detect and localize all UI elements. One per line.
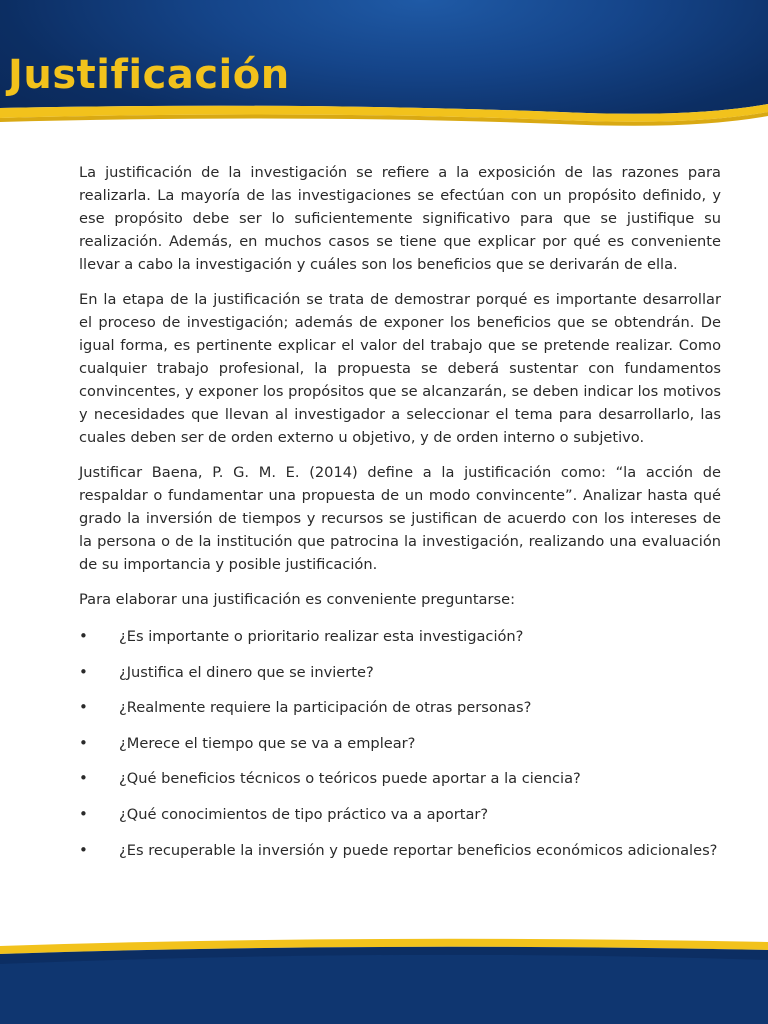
list-item [79, 732, 721, 768]
list-item [79, 661, 721, 697]
paragraph-3: Justificar Baena, P. G. M. E. (2014) define a la justificación como: “la acción de respaldar o fundamentar una propuesta de un modo convincente”. Analizar hasta qué grado la inversión de tiempos y recursos se justifican de acuerdo con los intereses de la persona o de la institución que patrocina la investigación, realizando una evaluación de su importancia y posible justificación. [79, 464, 721, 573]
question-list [79, 625, 721, 874]
list-item-text: ¿Es recuperable la inversión y puede reportar beneficios económicos adicionales? [119, 841, 718, 859]
list-intro: Para elaborar una justificación es conveniente preguntarse: [79, 591, 515, 608]
bullet-icon: • [79, 627, 88, 645]
list-item-text: ¿Merece el tiempo que se va a emplear? [119, 734, 416, 752]
list-item-text: ¿Qué beneficios técnicos o teóricos puede aportar a la ciencia? [119, 770, 581, 788]
list-item [79, 696, 721, 732]
list-item [79, 625, 721, 661]
footer-swoosh-decoration [0, 930, 768, 1024]
page-title: Justificación [8, 52, 290, 98]
bullet-icon: • [79, 804, 88, 823]
list-item [79, 803, 721, 839]
list-item [79, 767, 721, 803]
document-body [79, 161, 721, 874]
list-item-text: ¿Justifica el dinero que se invierte? [119, 663, 374, 681]
list-item-text: ¿Qué conocimientos de tipo práctico va a aportar? [119, 805, 489, 823]
list-item [79, 839, 721, 875]
bullet-icon: • [79, 769, 88, 788]
bullet-icon: • [79, 662, 88, 681]
list-item-text: ¿Realmente requiere la participación de otras personas? [119, 699, 532, 717]
bullet-icon: • [79, 698, 88, 717]
bullet-icon: • [79, 840, 88, 859]
list-item-text: ¿Es importante o prioritario realizar esta investigación? [119, 628, 524, 645]
paragraph-2: En la etapa de la justificación se trata de demostrar porqué es importante desarrollar el proceso de investigación; además de exponer los beneficios que se obtendrán. De igual forma, es pertinente explicar el valor del trabajo que se pretende realizar. Como cualquier trabajo profesional, la propuesta se deberá sustentar con fundamentos convincentes, y exponer los propósitos que se alcanzarán, se deben indicar los motivos y necesidades que llevan al investigador a seleccionar el tema para desarrollarlo, las cuales deben ser de orden externo u objetivo, y de orden interno o subjetivo. [79, 291, 721, 446]
paragraph-1: La justificación de la investigación se refiere a la exposición de las razones para realizarla. La mayoría de las investigaciones se efectúan con un propósito definido, y ese propósito debe ser lo suficientemente significativo para que se justifique su realización. Además, en muchos casos se tiene que explicar por qué es conveniente llevar a cabo la investigación y cuáles son los beneficios que se derivarán de ella. [79, 164, 721, 273]
bullet-icon: • [79, 733, 88, 752]
header-banner [0, 0, 768, 140]
